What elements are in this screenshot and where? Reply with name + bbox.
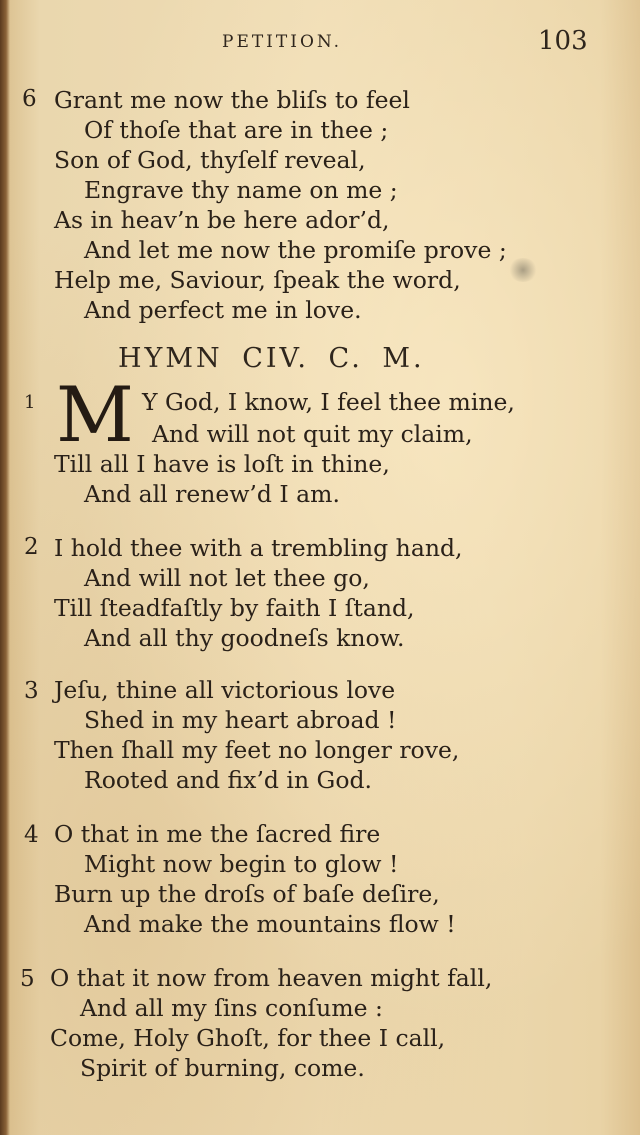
page-gutter-shadow — [0, 0, 10, 1135]
verse-line: Help me, Saviour, ſpeak the word, — [54, 266, 461, 294]
page-number: 103 — [538, 26, 588, 56]
verse-line: Grant me now the bliſs to feel — [54, 86, 410, 114]
verse-line: And perfect me in love. — [84, 296, 362, 324]
verse-line: Shed in my heart abroad ! — [84, 706, 397, 734]
drop-cap: M — [56, 370, 134, 459]
verse-line: Y God, I know, I feel thee mine, — [142, 388, 515, 416]
stanza-number: 3 — [24, 678, 39, 704]
verse-line: And all thy goodneſs know. — [84, 624, 405, 652]
hymn-title: HYMN CIV. C. M. — [118, 343, 425, 374]
verse-line: And will not let thee go, — [84, 564, 370, 592]
verse-line: Spirit of burning, come. — [80, 1054, 365, 1082]
verse-line: Might now begin to glow ! — [84, 850, 399, 878]
paper-stain — [508, 258, 538, 282]
verse-line: I hold thee with a trembling hand, — [54, 534, 463, 562]
verse-line: And all my ſins conſume : — [80, 994, 383, 1022]
verse-line: Son of God, thyſelf reveal, — [54, 146, 366, 174]
stanza-number: 4 — [24, 822, 39, 848]
verse-line: And all renew’d I am. — [84, 480, 340, 508]
stanza-number: 5 — [20, 966, 35, 992]
verse-line: Engrave thy name on me ; — [84, 176, 398, 204]
verse-line: Till all I have is loſt in thine, — [54, 450, 390, 478]
verse-line: Burn up the droſs of baſe deſire, — [54, 880, 440, 908]
verse-line: O that in me the ſacred fire — [54, 820, 381, 848]
verse-line: Till ſteadfaſtly by faith I ſtand, — [54, 594, 415, 622]
running-head: PETITION. — [222, 32, 343, 52]
verse-line: O that it now from heaven might fall, — [50, 964, 493, 992]
verse-line: Rooted and fix’d in God. — [84, 766, 372, 794]
verse-line: And make the mountains flow ! — [84, 910, 456, 938]
verse-line: Jeſu, thine all victorious love — [54, 676, 396, 704]
verse-line: And let me now the promiſe prove ; — [84, 236, 507, 264]
verse-line: Come, Holy Ghoſt, for thee I call, — [50, 1024, 446, 1052]
stanza-number: 1 — [24, 392, 36, 413]
verse-line: As in heav’n be here ador’d, — [54, 206, 390, 234]
stanza-number: 2 — [24, 534, 39, 560]
verse-line: And will not quit my claim, — [152, 420, 473, 448]
stanza-number: 6 — [22, 86, 37, 112]
verse-line: Then ſhall my feet no longer rove, — [54, 736, 460, 764]
verse-line: Of thoſe that are in thee ; — [84, 116, 389, 144]
